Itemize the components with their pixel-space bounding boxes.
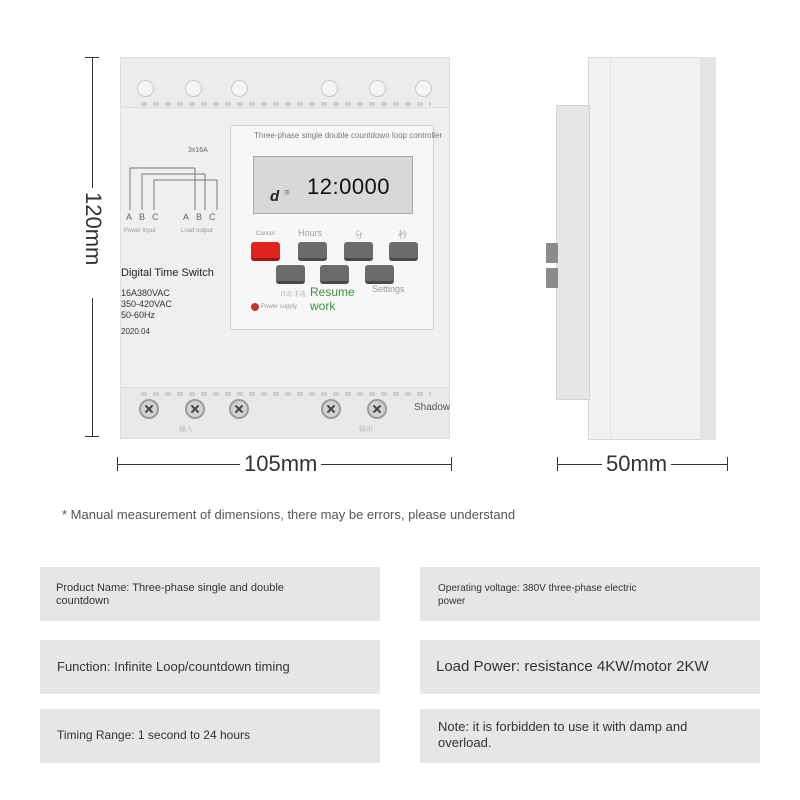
- spec-line: 16A380VAC: [121, 288, 170, 298]
- timing-range-box: [40, 709, 380, 763]
- mount-hole: [231, 80, 248, 97]
- settings-label: Settings: [372, 284, 405, 294]
- safety-note-box: [420, 709, 760, 763]
- depth-dimension-tick: [557, 457, 558, 471]
- width-dimension-label: 105mm: [240, 451, 321, 477]
- product-name-text: Product Name: Three-phase single and double countdown: [56, 582, 284, 607]
- terminal-screw: [185, 399, 205, 419]
- auto-manual-label: 自动 手动: [280, 292, 306, 298]
- load-power-box: [420, 640, 760, 694]
- lcd-time-readout: 12:0000: [307, 174, 391, 199]
- spec-title: Digital Time Switch: [121, 267, 214, 279]
- side-seam: [610, 57, 611, 440]
- terminal-output-label: 输出: [359, 426, 373, 433]
- mount-hole: [137, 80, 154, 97]
- minutes-label: 分: [354, 230, 364, 240]
- wiring-input-phases: ABC: [126, 212, 166, 222]
- shadow-label: Shadow: [414, 402, 451, 413]
- hours-label: Hours: [298, 228, 323, 238]
- lcd-mode-indicator: d: [270, 188, 280, 205]
- terminal-screw: [139, 399, 159, 419]
- operating-voltage-box: [420, 567, 760, 621]
- auto-manual-button[interactable]: [276, 265, 305, 284]
- device-terminal-block: [120, 387, 450, 439]
- mount-hole: [185, 80, 202, 97]
- load-power-text: Load Power: resistance 4KW/motor 2KW: [436, 658, 709, 675]
- side-button: [546, 243, 558, 263]
- height-dimension-tick: [85, 57, 99, 58]
- vent-ribs: [141, 392, 431, 396]
- wiring-diagram: [120, 150, 230, 215]
- resume-label: Resume work: [310, 285, 355, 313]
- side-rail-clip: [700, 57, 716, 440]
- side-front-protrusion: [556, 105, 590, 400]
- lcd-status-indicator: 开: [284, 191, 291, 197]
- width-dimension-tick: [451, 457, 452, 471]
- terminal-screw: [321, 399, 341, 419]
- panel-title: Three-phase single double countdown loop controller: [254, 131, 443, 140]
- safety-note-text: Note: it is forbidden to use it with damp and overload.: [438, 719, 688, 750]
- seconds-label: 秒: [398, 230, 408, 240]
- mount-hole: [415, 80, 432, 97]
- measurement-note: * Manual measurement of dimensions, there may be errors, please understand: [62, 507, 516, 522]
- operating-voltage-text: Operating voltage: 380V three-phase electric power: [438, 583, 637, 607]
- function-text: Function: Infinite Loop/countdown timing: [57, 659, 290, 674]
- spec-date: 2020.04: [121, 327, 150, 336]
- wiring-output-phases: ABC: [183, 212, 223, 222]
- power-led: [251, 303, 259, 311]
- wiring-power-input-label: Power input: [124, 228, 156, 234]
- cancel-button[interactable]: [251, 242, 280, 261]
- timing-range-text: Timing Range: 1 second to 24 hours: [57, 728, 251, 742]
- mount-hole: [369, 80, 386, 97]
- depth-dimension-label: 50mm: [602, 451, 671, 477]
- wiring-load-output-label: Load output: [181, 228, 213, 234]
- terminal-screw: [367, 399, 387, 419]
- settings-button[interactable]: [365, 265, 394, 284]
- power-supply-label: Power supply: [261, 304, 298, 310]
- side-button: [546, 268, 558, 288]
- function-box: [40, 640, 380, 694]
- depth-dimension-tick: [727, 457, 728, 471]
- seconds-button[interactable]: [389, 242, 418, 261]
- spec-line: 350-420VAC: [121, 299, 172, 309]
- resume-button[interactable]: [320, 265, 349, 284]
- height-dimension-tick: [85, 436, 99, 437]
- hours-button[interactable]: [298, 242, 327, 261]
- cancel-label: Cancel: [256, 231, 275, 237]
- product-name-box: [40, 567, 380, 621]
- minutes-button[interactable]: [344, 242, 373, 261]
- terminal-input-label: 输入: [179, 426, 193, 433]
- spec-line: 50-60Hz: [121, 310, 156, 320]
- wiring-amp-label: 3x16A: [188, 147, 208, 154]
- device-side-view: [588, 57, 716, 440]
- width-dimension-tick: [117, 457, 118, 471]
- terminal-screw: [229, 399, 249, 419]
- vent-ribs: [141, 102, 431, 106]
- mount-hole: [321, 80, 338, 97]
- height-dimension-label: 120mm: [81, 192, 106, 266]
